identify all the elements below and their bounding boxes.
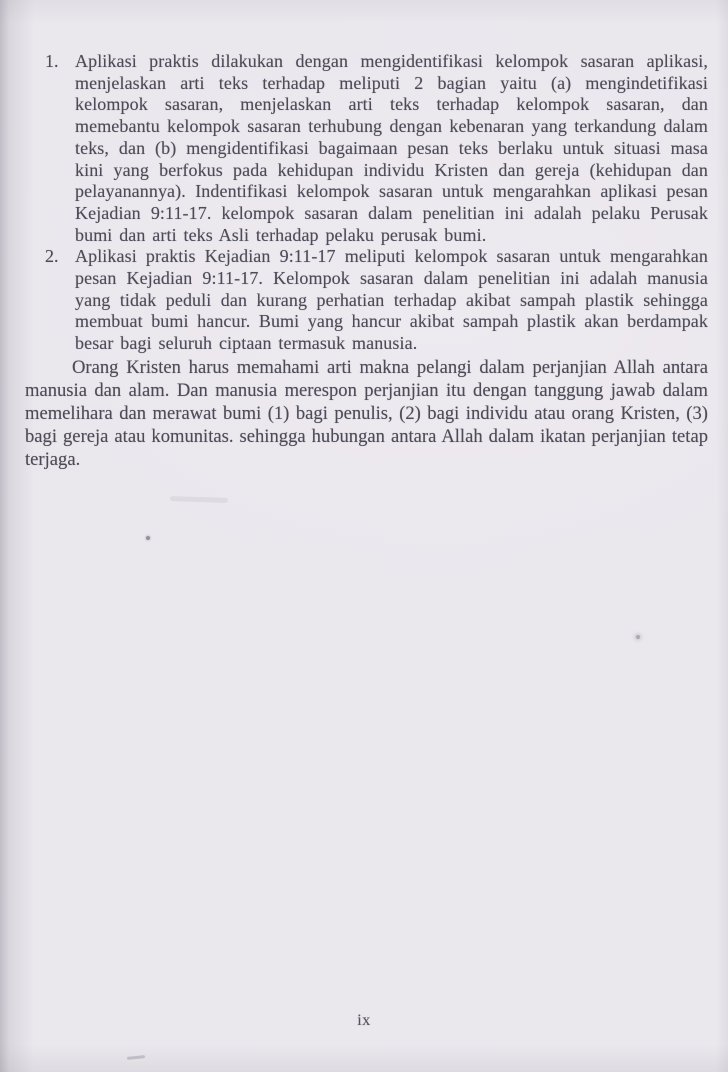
list-item [0,51,708,246]
text-block [0,51,708,471]
list-item-text: Aplikasi praktis dilakukan dengan mengidentifikasi kelompok sasaran aplikasi, menjelaskan arti teks terhadap meliputi 2 bagian yaitu (a) mengindetifikasi kelompok sasaran, menjelaskan arti teks terhadap kelompok sasaran, dan memebantu kelompok sasaran terhubung dengan kebenaran yang terkandung dalam teks, dan (b) mengidentifikasi bagaimaan pesan teks berlaku untuk situasi masa kini yang berfokus pada kehidupan individu Kristen dan gereja (kehidupan dan pelayanannya). Indentifikasi kelompok sasaran untuk mengarahkan aplikasi pesan Kejadian 9:11-17. kelompok sasaran dalam penelitian ini adalah pelaku Perusak bumi dan arti teks Asli terhadap pelaku perusak bumi. [75,51,708,245]
page-number: ix [357,1012,371,1029]
scan-smudge [170,496,228,503]
list-item [0,246,708,355]
list-item-number: 1. [45,51,59,71]
scan-smudge [127,1055,145,1060]
list-item-number: 2. [45,246,59,267]
scan-dot [636,635,640,639]
closing-paragraph: Orang Kristen harus memahami arti makna pelangi dalam perjanjian Allah antara manusia dan alam. Dan manusia merespon perjanjian itu dengan tanggung jawab dalam memelihara dan merawat bumi (1) bagi penulis, (2) bagi individu atau orang Kristen, (3) bagi gereja atau komunitas. sehingga hubungan antara Allah dalam ikatan perjanjian tetap terjaga. [25,356,708,470]
numbered-list [0,51,708,355]
list-item-text: Aplikasi praktis Kejadian 9:11-17 meliputi kelompok sasaran untuk mengarahkan pesan Kejadian 9:11-17. Kelompok sasaran dalam penelitian ini adalah manusia yang tidak peduli dan kurang perhatian terhadap akibat sampah plastik sehingga membuat bumi hancur. Bumi yang hancur akibat sampah plastik akan berdampak besar bagi seluruh ciptaan termasuk manusia. [75,246,708,354]
scan-dot [146,536,150,540]
